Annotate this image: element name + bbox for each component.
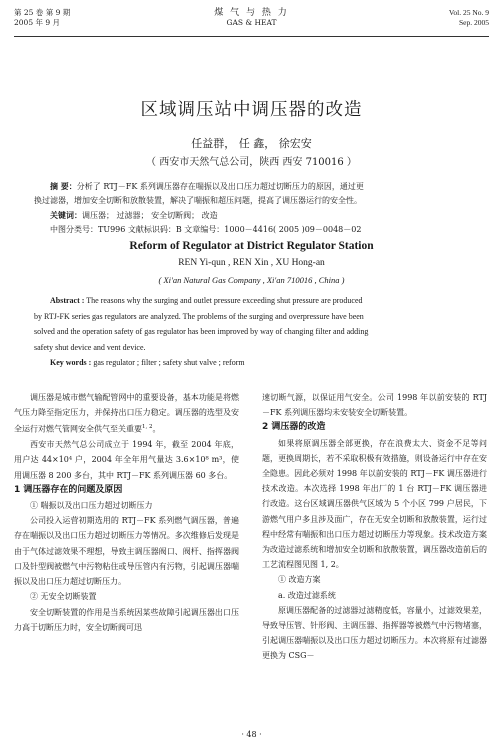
body-paragraph: [14, 390, 239, 437]
keywords-cn: [34, 208, 469, 223]
citation-ref: 1, 2: [142, 424, 153, 431]
body-paragraph: 公司投入运营初期选用的 RTJ－FK 系列燃气调压器，普遍存在喘振以及出口压力超过切断压力等情况。多次维修后发现是由于气体过滤效果不理想，导致主调压器阀口、阀杆、指挥器阀口及针型阀被燃气中污物粘住或导压管内有污物，引起调压器喘振以及出口压力超过切断压力。: [14, 516, 239, 587]
subsection-heading: ① 改造方案: [278, 575, 321, 585]
header-volume-en: [449, 8, 489, 28]
english-title: Reform of Regulator at District Regulator Station: [129, 240, 374, 252]
subsection-heading: ② 无安全切断装置: [30, 592, 97, 602]
abstract-cn: [34, 179, 469, 237]
abstract-en-line1: [34, 293, 469, 309]
header-date: 2005 年 9 月: [14, 18, 61, 27]
section-heading: 2 调压器的改造: [262, 422, 326, 433]
body-text: 调压器是城市燃气输配管网中的重要设备，基本功能是将燃气压力降至指定压力，并保持出口压力稳定。调压器的选型及安全运行对燃气管网安全供气至关重要: [14, 393, 239, 435]
abstract-en-label: Abstract :: [50, 296, 85, 305]
keywords-cn-label: 关键词：: [50, 210, 82, 220]
paper-affiliation: （ 西安市天然气总公司，陕西 西安 710016 ）: [146, 157, 357, 168]
abstract-en: [34, 293, 469, 371]
header-journal-en: GAS & HEAT: [226, 18, 277, 27]
section-heading: 1 调压器存在的问题及原因: [14, 484, 123, 495]
header-volume: 第 25 卷 第 9 期: [14, 8, 71, 17]
header-journal: [14, 8, 489, 28]
header-date-en: Sep. 2005: [459, 18, 489, 27]
abstract-en-text4: safety shut device and vent device.: [34, 342, 146, 352]
keywords-en-text: gas regulator ; filter ; safety shut valve ; reform: [93, 358, 245, 367]
keywords-cn-text: 调压器； 过滤器； 安全切断阀； 改造: [82, 211, 218, 220]
body-paragraph: 西安市天然气总公司成立于 1994 年，截至 2004 年底，用户达 44×10⁴ 户，2004 年全年用气量达 3.6×10⁸ m³，使用调压器 8 200 多台，其中 RTJ－FK 系列调压器 60 多台。: [14, 440, 239, 480]
body-text-end: 。: [152, 425, 161, 435]
abstract-en-text2: by RTJ-FK series gas regulators are analyzed. The problems of the surging and overpressure have been: [34, 311, 364, 321]
keywords-en: [34, 355, 469, 371]
body-column-right: [262, 390, 487, 664]
abstract-cn-text1: 分析了 RTJ－FK 系列调压器存在喘振以及出口压力超过切断压力的原因，通过更: [76, 182, 364, 191]
abstract-cn-label: 摘 要：: [50, 181, 77, 191]
header-journal-cn: 煤 气 与 热 力: [214, 8, 289, 18]
body-column-left: [14, 390, 239, 635]
running-header: [14, 8, 489, 37]
classification-line: 中图分类号：TU996 文献标识码：B 文章编号：1000－4416( 2005 )09－0048－02: [50, 225, 362, 234]
subsection-heading: ① 喘振以及出口压力超过切断压力: [30, 501, 153, 511]
keywords-en-label: Key words :: [50, 358, 92, 367]
subsubsection-heading: a. 改造过滤系统: [278, 590, 336, 600]
english-affiliation: ( Xi'an Natural Gas Company , Xi'an 710016 , China ): [158, 275, 345, 285]
body-paragraph: 原调压器配备的过滤器过滤精度低，容量小，过滤效果差，导致导压管、针形阀、主调压器、指挥器等被燃气中污物堵塞，引起调压器喘振以及出口压力超过切断压力。本次将原有过滤器更换为 CSG－: [262, 605, 487, 661]
abstract-cn-line1: [34, 179, 469, 194]
body-paragraph: 如果将原调压器全部更换，存在浪费太大、资金不足等问题，更换周期长，若不采取积极有效措施，则设备运行中存在安全隐患。因此必须对 1998 年以前安装的 RTJ－FK 调压器进行技术改造。本次选择 1998 年出厂的 1 台 RTJ－FK 调压器进行改造。这台区域调压器供气区域为 5 个小区 799 户居民，下游燃气用户多且涉及面广，存在无安全切断和放散装置，运行过程中经常有喘振和出口压力超过切断压力等现象。技术改造方案为改造过滤系统和增加安全切断和放散装置，调压器改造前后的工艺流程图见图 1, 2。: [262, 438, 487, 570]
abstract-en-text3: solved and the operation safety of gas regulator has been improved by way of changing filter and adding: [34, 327, 369, 336]
abstract-cn-text2: 换过滤器，增加安全切断和放散装置，解决了喘振和超压问题，提高了调压器运行的安全性。: [34, 196, 362, 205]
body-paragraph: 安全切断装置的作用是当系统因某些故障引起调压器出口压力高于切断压力时，安全切断阀可迅: [14, 607, 239, 632]
page-number: · 48 ·: [241, 730, 262, 739]
paper-authors: 任益群， 任 鑫， 徐宏安: [191, 137, 312, 150]
header-vol-en: Vol. 25 No. 9: [448, 8, 489, 17]
paper-title: 区域调压站中调压器的改造: [140, 100, 363, 120]
body-paragraph: 速切断气源，以保证用气安全。公司 1998 年以前安装的 RTJ－FK 系列调压器均未安装安全切断装置。: [262, 393, 487, 418]
abstract-en-text1: The reasons why the surging and outlet pressure exceeding shut pressure are produced: [86, 296, 363, 305]
english-authors: REN Yi-qun , REN Xin , XU Hong-an: [178, 258, 325, 268]
